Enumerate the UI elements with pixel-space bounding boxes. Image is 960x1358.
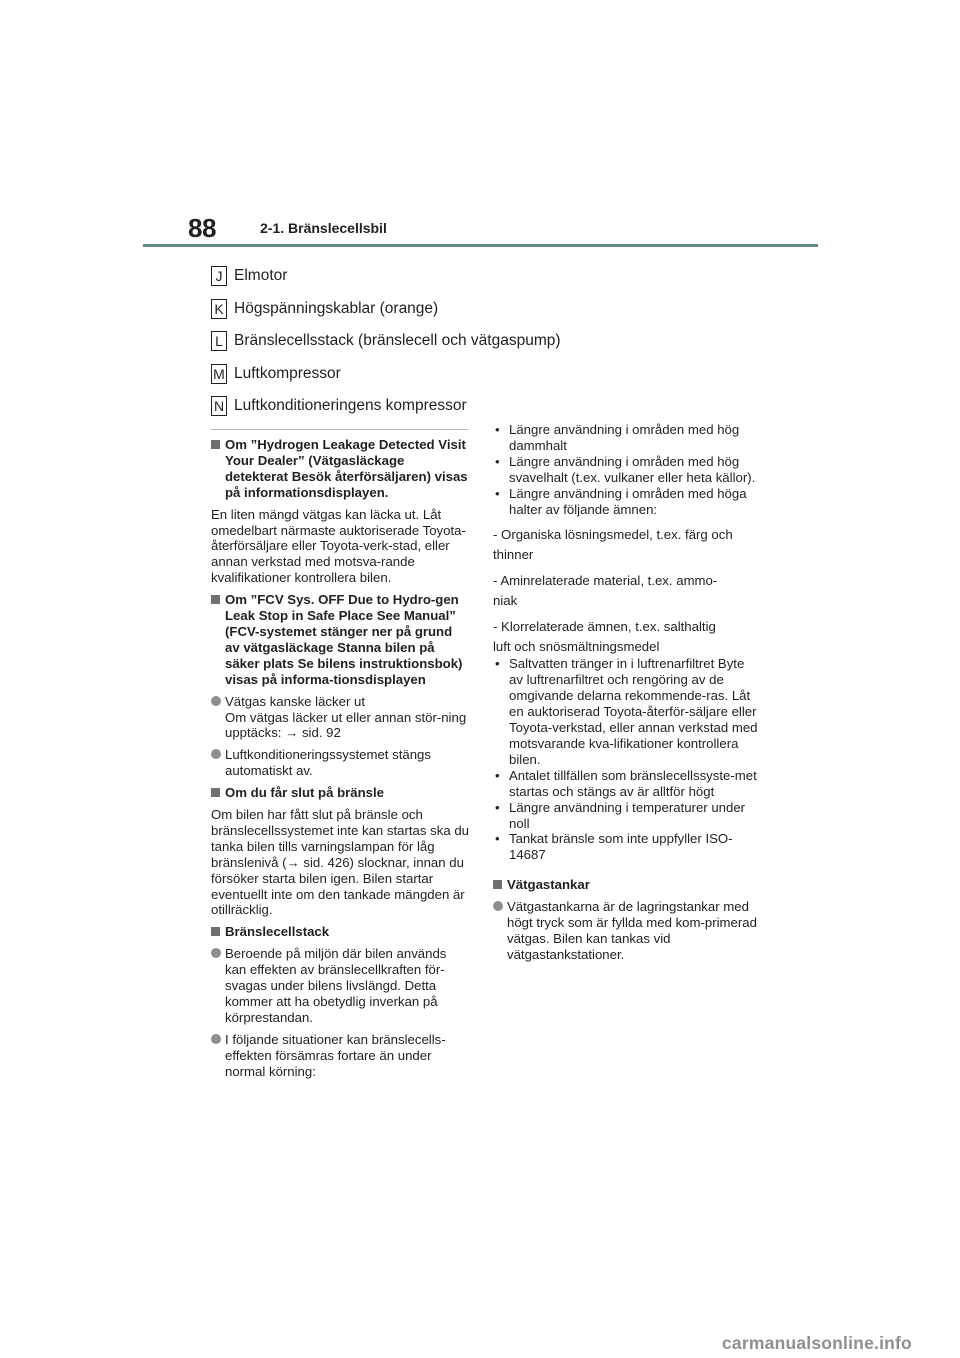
legend-text: Luftkompressor [234,364,341,382]
legend-item [211,260,561,293]
legend-text: Luftkonditioneringens kompressor [234,397,467,415]
dot-marker: • [495,656,500,672]
square-bullet-icon [211,788,220,797]
list-item [493,831,759,863]
list-item [493,800,759,832]
left-column [211,430,469,1086]
dash-line-text: niak [493,592,518,608]
heading-text: Bränslecellstack [225,924,330,940]
circle-bullet-icon [211,749,221,759]
dash-line [493,525,759,564]
circle-bullet [211,747,469,779]
section-title: 2-1. Bränslecellsbil [260,220,387,236]
list-item [493,486,759,518]
list-item-text: Längre användning i områden med hög dammhalt [509,422,740,453]
legend-text: Bränslecellsstack (bränslecell och vätgaspump) [234,332,561,350]
heading-text: Vätgastankar [507,877,590,893]
paragraph: En liten mängd vätgas kan läcka ut. Låt omedelbart närmaste auktoriserade Toyota-återförsäljare eller Toyota-verk-stad, eller annan verkstad med motsva-rande kvalifikationer kontrollera bilen. [211,506,466,586]
heading-text: Om ”FCV Sys. OFF Due to Hydro-gen Leak Stop in Safe Place See Manual” (FCV-systemet stänger ner på grund av vätgasläckage Stanna bilen på säker plats Se bilens instruktionsbok) visas på informa-tionsdisplayen [225,592,463,687]
list-item-text: Saltvatten tränger in i luftrenarfiltret Byte av luftrenarfiltret och rengöring av de omgivande delarna rekommende-ras. Låt en auktoriserad Toyota-återför-säljare eller Toyota-verkstad, eller annan verkstad med motsvarande kva-lifikationer kontrollera bilen. [509,656,758,767]
bullet-text: Vätgastankarna är de lagringstankar med högt tryck som är fyllda med kom-primerad vätgas. Bilen kan tankas vid vätgastankstationer. [507,899,757,962]
list-item-text: Längre användning i temperaturer under noll [509,799,746,831]
list-item-text: Längre användning i områden med hög svavelhalt (t.ex. vulkaner eller heta källor). [509,453,756,485]
legend-letter: L [211,331,227,351]
list-item [493,454,759,486]
list-item-text: Antalet tillfällen som bränslecellssyste-met startas och stängs av är alltför högt [509,767,757,799]
dot-marker: • [495,767,500,783]
section-heading [211,592,469,687]
list-item [493,768,759,800]
dash-line [493,617,759,656]
legend-item [211,293,561,326]
section-heading [211,924,469,940]
legend-text: Högspänningskablar (orange) [234,299,439,317]
square-bullet-icon [493,880,502,889]
bullet-text: Luftkonditioneringssystemet stängs automatiskt av. [225,747,431,779]
bullet-text: I följande situationer kan bränslecells-effekten försämras fortare än under normal körning: [225,1031,446,1079]
header-rule [143,244,818,247]
circle-bullet-icon [211,948,221,958]
list-item [493,422,759,454]
legend-text: Elmotor [234,267,288,285]
dash-line-text: thinner [493,546,534,562]
heading-text: Om ”Hydrogen Leakage Detected Visit Your Dealer” (Vätgasläckage detekterat Besök återförsäljaren) visas på informationsdisplayen. [225,437,468,500]
legend-item [211,325,561,358]
paragraph: Om bilen har fått slut på bränsle och bränslecellssystemet inte kan startas ska du tanka bilen tills varningslampan för låg bränslenivå (→ sid. 426) slocknar, innan du försöker starta bilen igen. Bilen startar eventuellt inte om den tankade mängden är otillräcklig. [211,807,470,918]
list-item-text: Längre användning i områden med höga halter av följande ämnen: [509,485,747,517]
dash-line [493,571,759,610]
dot-marker: • [495,831,500,847]
circle-bullet-icon [493,901,503,911]
dash-line-text: - Aminrelaterade material, t.ex. ammo- [493,573,718,589]
dash-line-text: - Organiska lösningsmedel, t.ex. färg och [493,527,733,543]
circle-bullet [211,946,469,1026]
legend-item [211,358,561,391]
bullet-body [225,694,469,742]
square-bullet-icon [211,927,220,936]
page-number: 88 [188,213,216,243]
list-item-text: Tankat bränsle som inte uppfyller ISO-14687 [509,831,733,863]
square-bullet-icon [211,595,220,604]
legend-letter: M [211,364,227,384]
legend-item [211,390,561,423]
dot-marker: • [495,799,500,815]
section-heading [211,437,469,501]
watermark: carmanualsonline.info [722,1333,912,1353]
bullet-text: Om vätgas läcker ut eller annan stör-ning upptäcks: → sid. 92 [225,709,467,741]
legend-letter: K [211,299,227,319]
section-heading [211,785,469,801]
dash-line-text: luft och snösmältningsmedel [493,638,660,654]
dot-marker: • [495,453,500,469]
heading-text: Om du får slut på bränsle [225,785,385,801]
legend-letter: N [211,396,227,416]
circle-bullet [211,694,469,742]
dash-line-text: - Klorrelaterade ämnen, t.ex. salthaltig [493,619,716,635]
right-column [493,422,759,969]
section-heading [493,877,759,893]
bullet-text: Vätgas kanske läcker ut [225,693,366,709]
bullet-text: Beroende på miljön där bilen används kan effekten av bränslecellkraften för-svagas under bilens livslängd. Detta kommer att ha obetydlig inverkan på körprestandan. [225,946,447,1025]
dot-marker: • [495,485,500,501]
legend-letter: J [211,266,227,286]
legend-list [211,260,561,423]
circle-bullet-icon [211,696,221,706]
circle-bullet [211,1032,469,1080]
square-bullet-icon [211,440,220,449]
list-item [493,656,759,767]
circle-bullet-icon [211,1034,221,1044]
dot-marker: • [495,422,500,437]
circle-bullet [493,899,759,963]
